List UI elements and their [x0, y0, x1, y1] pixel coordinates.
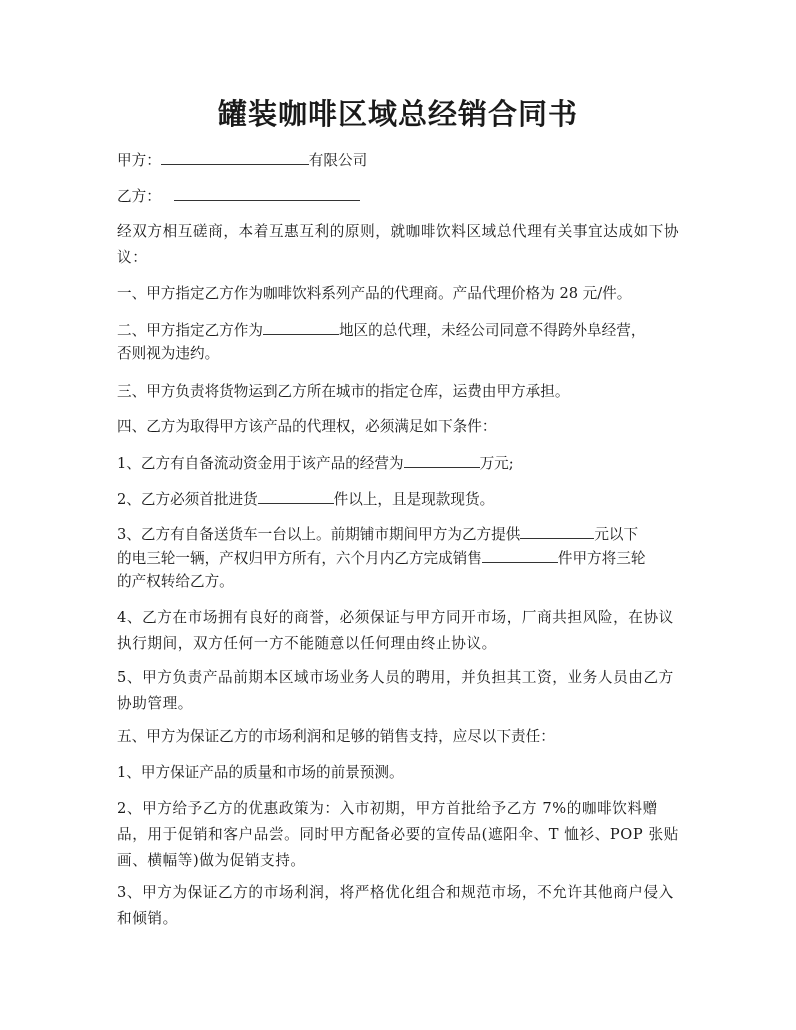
- clause-5-item-1: 1、甲方保证产品的质量和市场的前景预测。: [117, 764, 404, 781]
- clause-5-item-2: 2、甲方给予乙方的优惠政策为：入市初期，甲方首批给予乙方 7%的咖啡饮料赠品，用于促销和客户品尝。同时甲方配备必要的宣传品(遮阳伞、T 恤衫、POP 张贴画、横幅等)做为促销支持。: [117, 800, 679, 869]
- clause-5: 五、甲方为保证乙方的市场利润和足够的销售支持，应尽以下责任：: [117, 728, 555, 745]
- clause-2-text-a: 二、甲方指定乙方作为: [117, 322, 263, 339]
- party-a-label: 甲方：: [117, 152, 161, 169]
- clause-5-item-3: 3、甲方为保证乙方的市场利润，将严格优化组合和规范市场，不允许其他商户侵入和倾销。: [117, 884, 674, 927]
- clause-4-item-3-line-1: [117, 521, 687, 548]
- party-a-blank: [161, 147, 309, 165]
- party-b-blank: [174, 183, 360, 201]
- c4-1-text-b: 万元;: [479, 455, 514, 472]
- capital-blank: [404, 450, 480, 468]
- party-b-line: [117, 183, 687, 210]
- intro-paragraph: 经双方相互磋商，本着互惠互利的原则，就咖啡饮料区域总代理有关事宜达成如下协议：: [117, 223, 680, 266]
- clause-4-item-3-line-3: 的产权转给乙方。: [117, 573, 234, 590]
- clause-4-item-1: [117, 450, 687, 477]
- region-blank: [263, 317, 339, 335]
- c4-3-text-c: 的电三轮一辆，产权归甲方所有，六个月内乙方完成销售: [117, 550, 482, 567]
- clause-2-line-1: [117, 317, 687, 344]
- clause-1: 一、甲方指定乙方作为咖啡饮料系列产品的代理商。产品代理价格为 28 元/件。: [117, 285, 632, 302]
- party-a-line: [117, 147, 687, 174]
- party-b-label: 乙方：: [117, 188, 161, 205]
- clause-4-item-3-line-2: [117, 545, 687, 572]
- clause-2-text-b: 地区的总代理，未经公司同意不得跨外阜经营，: [338, 322, 646, 339]
- c4-2-text-a: 2、乙方必须首批进货: [117, 491, 258, 508]
- clause-4-item-2: [117, 486, 687, 513]
- tricycle-value-blank: [520, 521, 594, 539]
- clause-2-line-2: 否则视为违约。: [117, 345, 220, 362]
- c4-2-text-b: 件以上，且是现款现货。: [333, 491, 495, 508]
- first-order-blank: [258, 486, 334, 504]
- clause-4: 四、乙方为取得甲方该产品的代理权，必须满足如下条件：: [117, 418, 497, 435]
- c4-3-text-b: 元以下: [594, 526, 639, 543]
- party-a-suffix: 有限公司: [308, 152, 368, 169]
- document-title: 罐装咖啡区域总经销合同书: [217, 97, 578, 131]
- c4-1-text-a: 1、乙方有自备流动资金用于该产品的经营为: [117, 455, 404, 472]
- clause-4-item-4: 4、乙方在市场拥有良好的商誉，必须保证与甲方同开市场，厂商共担风险，在协议执行期间，双方任何一方不能随意以任何理由终止协议。: [117, 609, 674, 652]
- clause-3: 三、甲方负责将货物运到乙方所在城市的指定仓库，运费由甲方承担。: [117, 383, 570, 400]
- clause-4-item-5: 5、甲方负责产品前期本区域市场业务人员的聘用，并负担其工资，业务人员由乙方协助管理。: [117, 669, 674, 712]
- c4-3-text-d: 件甲方将三轮: [557, 550, 646, 567]
- sales-target-blank: [482, 545, 558, 563]
- c4-3-text-a: 3、乙方有自备送货车一台以上。前期铺市期间甲方为乙方提供: [117, 526, 521, 543]
